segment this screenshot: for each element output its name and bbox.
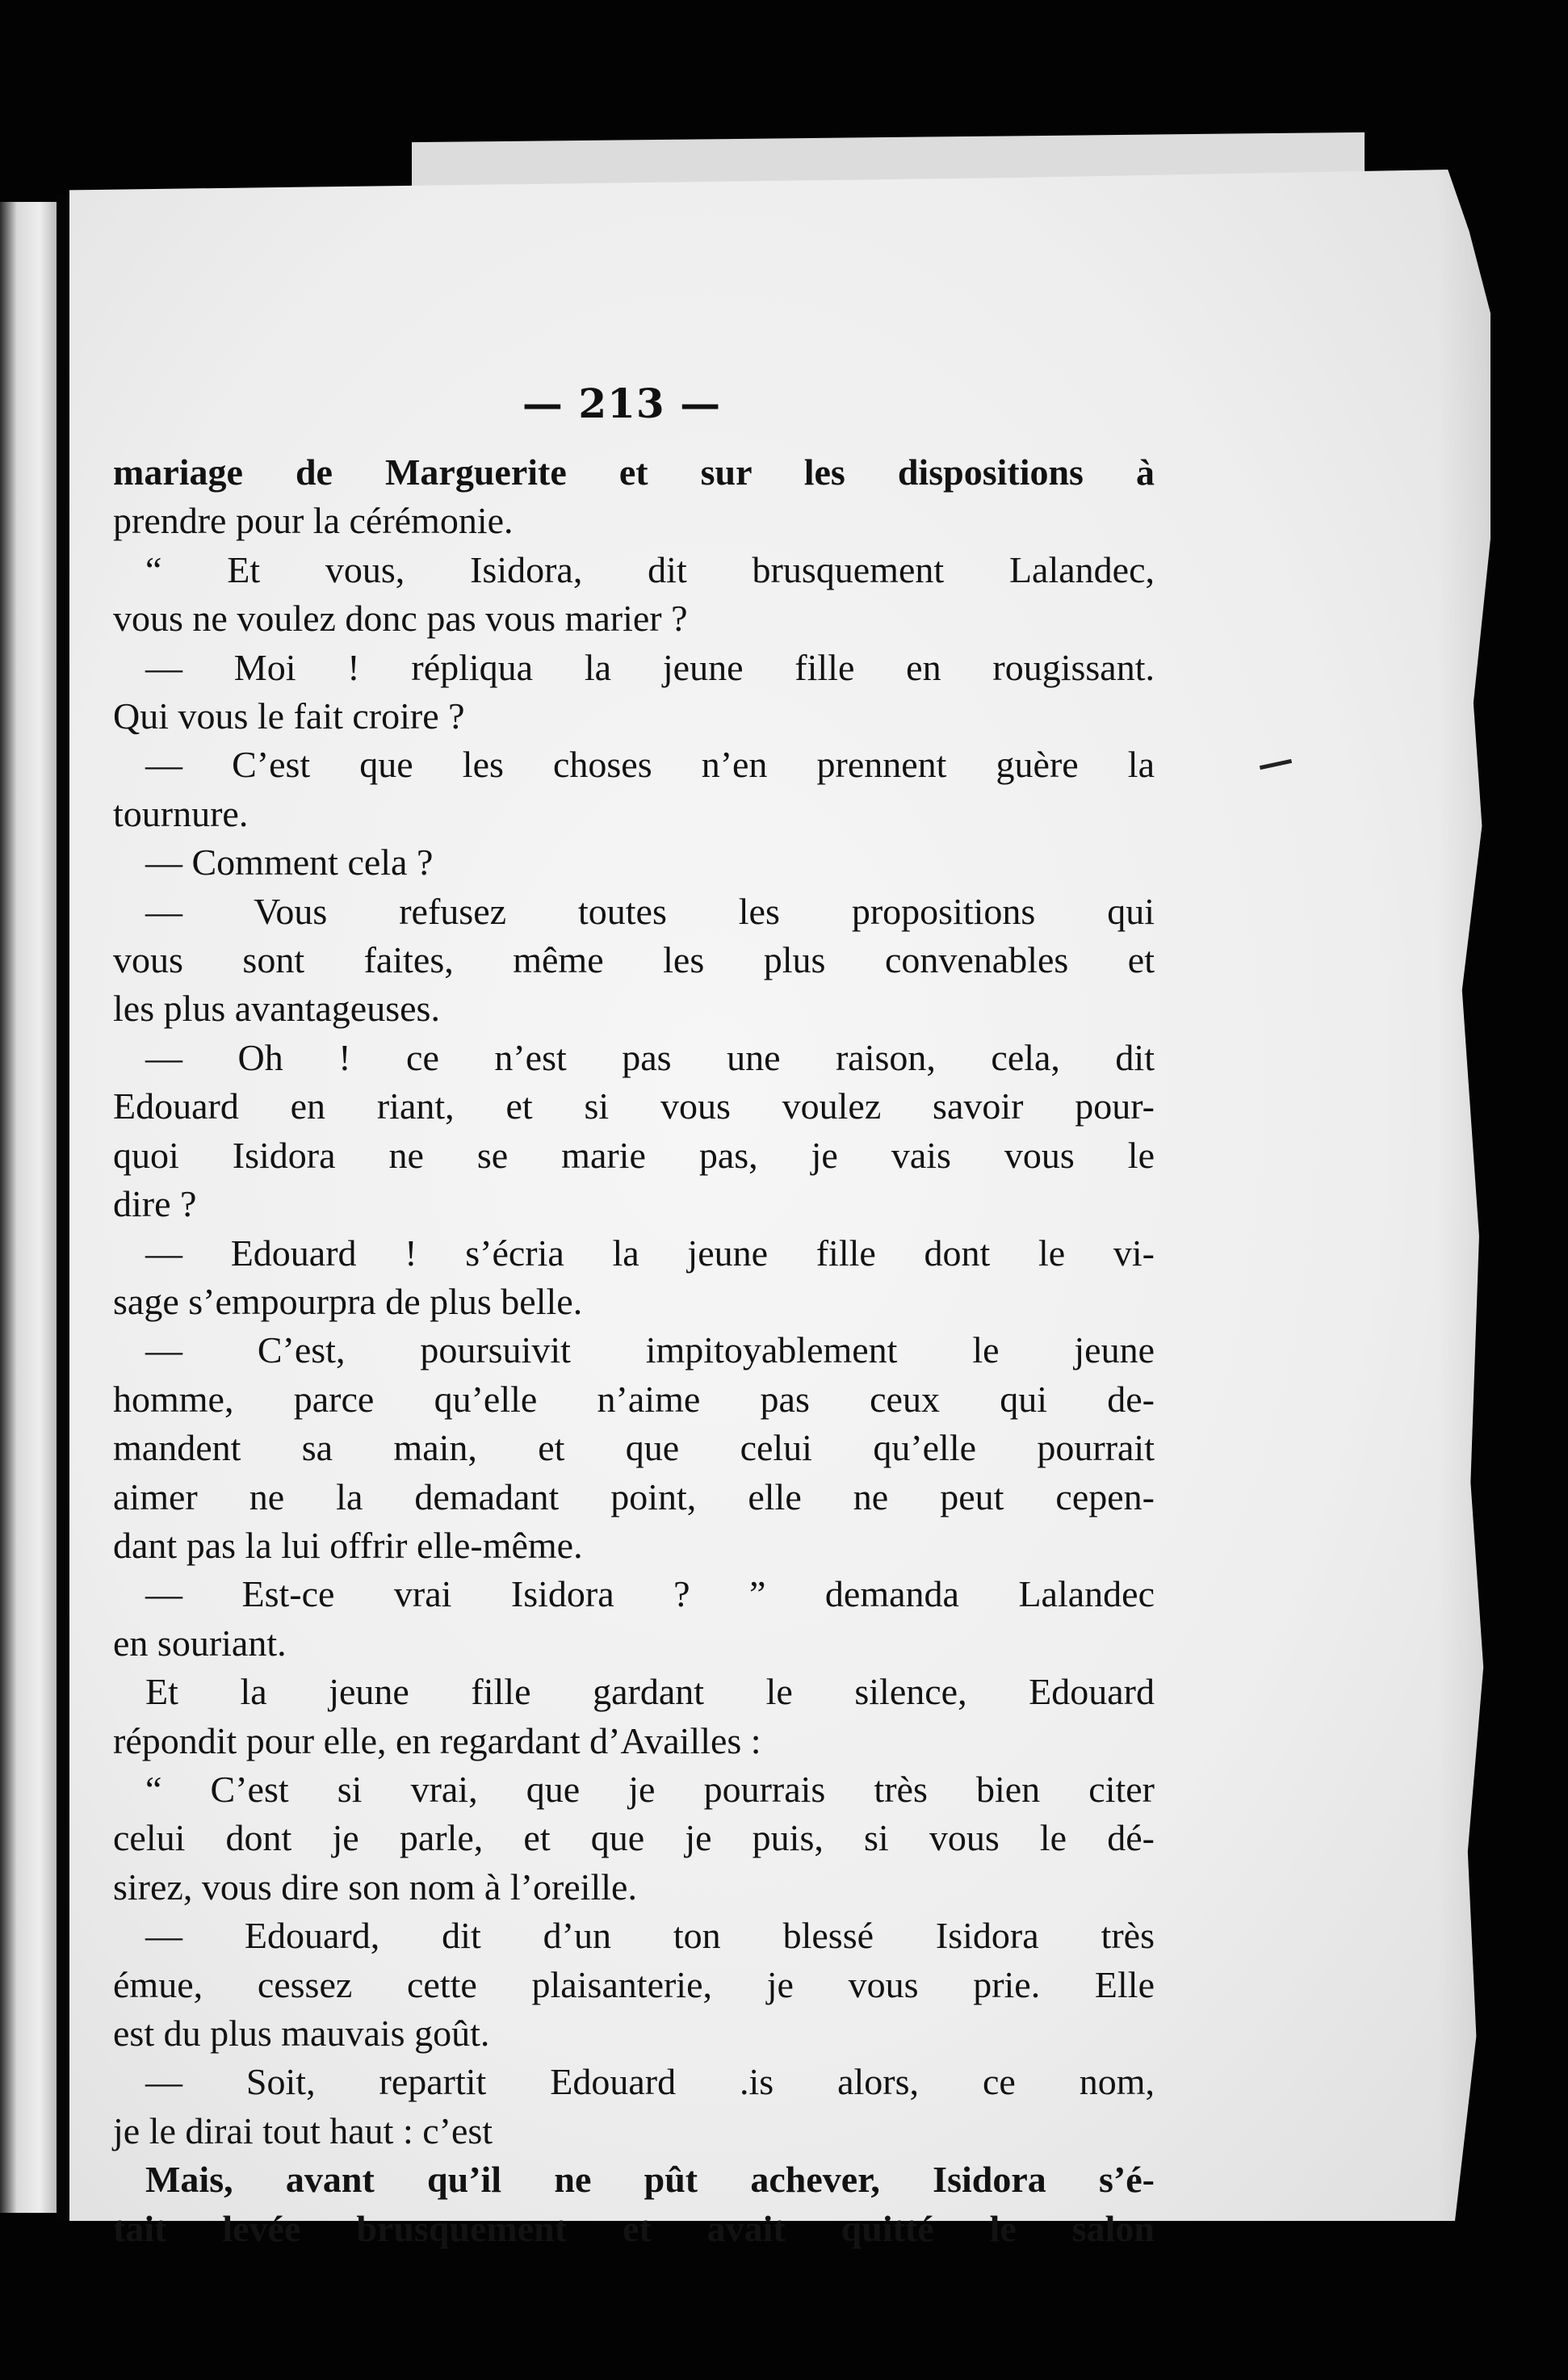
text-line: sage s’empourpra de plus belle. xyxy=(113,1280,583,1322)
text-line: dant pas la lui offrir elle-même. xyxy=(113,1524,583,1566)
text-line: Mais, avant qu’il ne pût achever, Isidora s’é- xyxy=(145,2159,1155,2201)
text-line: vous ne voulez donc pas vous marier ? xyxy=(113,598,688,640)
text-line: Et la jeune fille gardant le silence, Edouard xyxy=(145,1671,1155,1713)
text-line: “ Et vous, Isidora, dit brusquement Lalandec, xyxy=(145,548,1155,590)
text-line: celui dont je parle, et que je puis, si vous le dé- xyxy=(113,1817,1155,1859)
text-line: — Comment cela ? xyxy=(145,842,434,884)
text-line: émue, cessez cette plaisanterie, je vous prie. Elle xyxy=(113,1963,1155,2005)
text-line: — C’est que les choses n’en prennent guère la xyxy=(145,744,1155,786)
text-line: — Vous refusez toutes les propositions qui xyxy=(145,890,1155,932)
text-line: dire ? xyxy=(113,1183,197,1225)
facing-page-edge xyxy=(0,202,57,2213)
text-line: Qui vous le fait croire ? xyxy=(113,695,465,737)
page-edge-shadow xyxy=(1437,170,1494,2221)
text-line: — C’est, poursuivit impitoyablement le jeune xyxy=(145,1329,1155,1371)
text-line: — Moi ! répliqua la jeune fille en rougissant. xyxy=(145,646,1155,688)
text-line: les plus avantageuses. xyxy=(113,988,440,1030)
text-line: mariage de Marguerite et sur les dispositions à xyxy=(113,451,1155,493)
text-line: “ C’est si vrai, que je pourrais très bien citer xyxy=(145,1768,1155,1810)
text-line: tait levée brusquement et avait quitté le salon xyxy=(113,2207,1155,2249)
text-line: Edouard en riant, et si vous voulez savoir pour- xyxy=(113,1085,1155,1127)
book-gutter xyxy=(57,194,69,2221)
text-line: — Soit, repartit Edouard .is alors, ce nom, xyxy=(145,2061,1155,2103)
text-line: je le dirai tout haut : c’est xyxy=(113,2109,493,2151)
text-line: est du plus mauvais goût. xyxy=(113,2013,490,2054)
text-line: homme, parce qu’elle n’aime pas ceux qui de- xyxy=(113,1378,1155,1420)
text-line: en souriant. xyxy=(113,1622,287,1664)
text-line: quoi Isidora ne se marie pas, je vais vous le xyxy=(113,1134,1155,1176)
page-body-text xyxy=(113,448,1155,2253)
text-line: aimer ne la demadant point, elle ne peut cepen- xyxy=(113,1475,1155,1517)
text-line: prendre pour la cérémonie. xyxy=(113,500,514,542)
text-line: — Oh ! ce n’est pas une raison, cela, dit xyxy=(145,1036,1155,1078)
text-line: tournure. xyxy=(113,792,249,834)
text-line: — Edouard, dit d’un ton blessé Isidora très xyxy=(145,1915,1155,1957)
text-line: sirez, vous dire son nom à l’oreille. xyxy=(113,1866,637,1908)
text-line: mandent sa main, et que celui qu’elle pourrait xyxy=(113,1427,1155,1469)
text-line: répondit pour elle, en regardant d’Availles : xyxy=(113,1719,761,1761)
text-line: — Est-ce vrai Isidora ? ” demanda Lalandec xyxy=(145,1573,1155,1615)
text-line: — Edouard ! s’écria la jeune fille dont le vi- xyxy=(145,1232,1155,1274)
page-number: — 213 — xyxy=(522,380,722,427)
text-line: vous sont faites, même les plus convenables et xyxy=(113,939,1155,981)
